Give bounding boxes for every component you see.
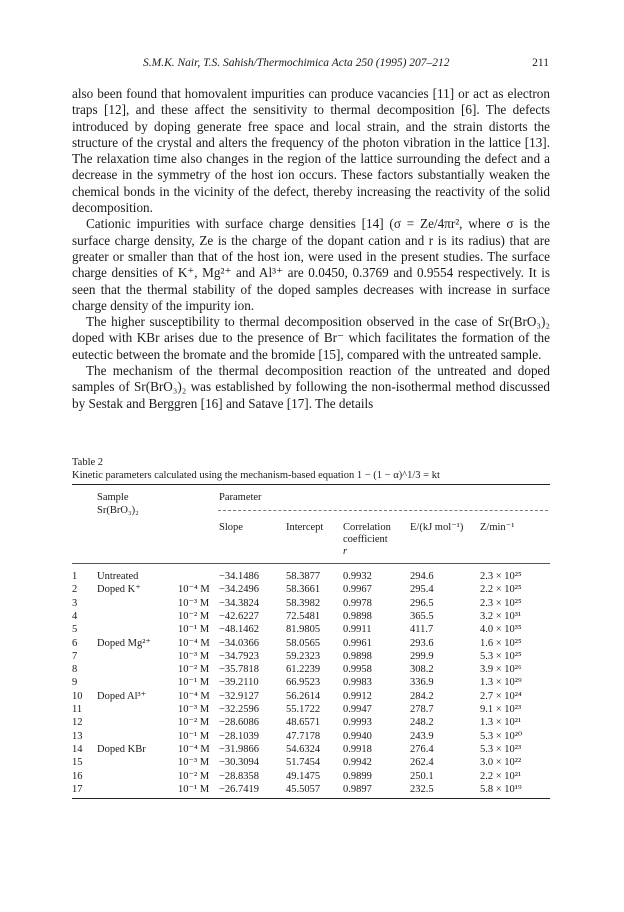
header-correlation: Correlation xyxy=(343,522,391,533)
paragraph-1: also been found that homovalent impurities can produce vacancies [11] or act as electron traps [12], and these affect the sensitivity to thermal decomposition [6]. The defects introduced by doping generate free space and local strain, and the strain distorts the structure of the crystal and alters the frequency of the photon vibration in the lattice [13]. The relaxation time also changes in the region of the lattice surrounding the defect and a decrease in the symmetry of the host ion occurs. These factors substantially weaken the chemical bonds in the vicinity of the defect, thereby increasing the reactivity of the solid decomposition. xyxy=(72,86,550,216)
row-energy: 308.2 xyxy=(410,664,434,676)
row-correlation: 0.9942 xyxy=(343,757,372,769)
row-z: 9.1 × 10²³ xyxy=(480,704,522,715)
row-energy: 296.5 xyxy=(410,597,434,609)
row-number: 8 xyxy=(72,664,78,676)
row-concentration: 10⁻¹ M xyxy=(178,677,210,689)
row-slope: −34.1486 xyxy=(219,571,260,582)
row-z: 2.7 × 10²⁴ xyxy=(480,690,522,702)
row-intercept: 66.9523 xyxy=(286,677,321,689)
row-concentration: 10⁻⁴ M xyxy=(178,637,210,649)
table-header-rule xyxy=(72,563,550,564)
header-slope: Slope xyxy=(219,522,243,533)
row-slope: −28.6086 xyxy=(219,717,260,729)
row-energy: 243.9 xyxy=(410,730,434,742)
row-z: 5.3 × 10²⁵ xyxy=(480,650,522,662)
row-z: 1.3 × 10²¹ xyxy=(480,717,522,729)
header-r: r xyxy=(343,546,348,557)
row-correlation: 0.9897 xyxy=(343,783,372,795)
row-number: 1 xyxy=(72,571,78,582)
row-slope: −42.6227 xyxy=(219,610,260,622)
row-correlation: 0.9932 xyxy=(343,571,372,582)
header-intercept: Intercept xyxy=(286,522,324,533)
row-correlation: 0.9918 xyxy=(343,743,372,755)
row-number: 16 xyxy=(72,770,83,782)
row-z: 3.9 × 10²⁶ xyxy=(480,664,522,676)
row-number: 10 xyxy=(72,690,83,702)
row-sample: Untreated xyxy=(97,571,139,582)
row-intercept: 54.6324 xyxy=(286,743,321,755)
table-row xyxy=(0,623,624,636)
row-energy: 278.7 xyxy=(410,704,434,715)
row-intercept: 49.1475 xyxy=(286,770,321,782)
row-slope: −39.2110 xyxy=(219,677,259,689)
row-slope: −34.3824 xyxy=(219,597,260,609)
row-correlation: 0.9912 xyxy=(343,690,372,702)
table-row xyxy=(0,703,624,716)
row-number: 2 xyxy=(72,584,78,596)
row-sample: Doped K⁺ xyxy=(97,584,141,596)
row-concentration: 10⁻² M xyxy=(178,610,210,622)
row-number: 14 xyxy=(72,743,83,755)
row-intercept: 47.7178 xyxy=(286,730,321,742)
row-correlation: 0.9899 xyxy=(343,770,372,782)
table-row xyxy=(0,690,624,703)
row-slope: −35.7818 xyxy=(219,664,260,676)
row-energy: 299.9 xyxy=(410,650,434,662)
row-slope: −30.3094 xyxy=(219,757,260,769)
row-slope: −34.7923 xyxy=(219,650,260,662)
row-intercept: 58.3982 xyxy=(286,597,321,609)
row-energy: 336.9 xyxy=(410,677,434,689)
paragraph-3: The higher susceptibility to thermal decomposition observed in the case of Sr(BrO₃)₂ doped with KBr arises due to the presence of Br⁻ which facilitates the formation of the eutectic between the bromate and the bromide [15], compared with the untreated sample. xyxy=(72,314,550,362)
row-number: 9 xyxy=(72,677,78,689)
table-row xyxy=(0,743,624,756)
row-z: 2.3 × 10²⁵ xyxy=(480,571,522,582)
row-slope: −32.2596 xyxy=(219,704,260,715)
row-number: 17 xyxy=(72,783,83,795)
row-sample: Doped KBr xyxy=(97,743,146,755)
paragraph-2: Cationic impurities with surface charge densities [14] (σ = Ze/4πr², where σ is the surface charge density, Ze is the charge of the dopant cation and r is its radius) that are greater or smaller than that of the host ion, were used in the present studies. The surface charge densities of K⁺, Mg²⁺ and Al³⁺ are 0.0450, 0.3769 and 0.9554 respectively. It is seen that the thermal stability of the doped samples decreases with increase in surface charge density of the impurity ion. xyxy=(72,216,550,313)
header-sample: Sample xyxy=(97,492,129,503)
table-row xyxy=(0,716,624,729)
row-z: 3.2 × 10³¹ xyxy=(480,610,522,622)
row-concentration: 10⁻³ M xyxy=(178,650,210,662)
row-concentration: 10⁻⁴ M xyxy=(178,690,210,702)
row-number: 15 xyxy=(72,757,83,769)
row-correlation: 0.9911 xyxy=(343,624,372,636)
table-row xyxy=(0,730,624,743)
row-concentration: 10⁻² M xyxy=(178,664,210,676)
table-row xyxy=(0,597,624,610)
row-z: 5.3 × 10²⁰ xyxy=(480,730,523,742)
row-z: 4.0 × 10³⁵ xyxy=(480,624,522,636)
table-row xyxy=(0,583,624,596)
row-intercept: 58.3661 xyxy=(286,584,321,596)
table-row xyxy=(0,610,624,623)
header-sample-formula: Sr(BrO₃)₂ xyxy=(97,505,139,516)
row-correlation: 0.9961 xyxy=(343,637,372,649)
row-concentration: 10⁻⁴ M xyxy=(178,584,210,596)
row-concentration: 10⁻³ M xyxy=(178,757,210,769)
row-slope: −26.7419 xyxy=(219,783,260,795)
row-number: 11 xyxy=(72,704,83,715)
row-energy: 232.5 xyxy=(410,783,434,795)
row-energy: 295.4 xyxy=(410,584,434,596)
row-z: 1.3 × 10²⁹ xyxy=(480,677,522,689)
row-slope: −48.1462 xyxy=(219,624,260,636)
header-energy: E/(kJ mol⁻¹) xyxy=(410,522,464,533)
header-parameter: Parameter xyxy=(219,492,262,503)
row-concentration: 10⁻¹ M xyxy=(178,783,210,795)
table-row xyxy=(0,663,624,676)
paragraph-4: The mechanism of the thermal decomposition reaction of the untreated and doped samples of Sr(BrO₃)₂ was established by following the non-isothermal method discussed by Sestak and Berggren [16] and Satave [17]. The details xyxy=(72,363,550,411)
row-intercept: 58.0565 xyxy=(286,637,321,649)
page-number: 211 xyxy=(532,57,549,69)
row-energy: 284.2 xyxy=(410,690,434,702)
row-energy: 276.4 xyxy=(410,743,434,755)
row-intercept: 59.2323 xyxy=(286,650,321,662)
row-correlation: 0.9967 xyxy=(343,584,372,596)
row-slope: −28.1039 xyxy=(219,730,260,742)
row-intercept: 48.6571 xyxy=(286,717,321,729)
row-number: 6 xyxy=(72,637,78,649)
row-concentration: 10⁻¹ M xyxy=(178,730,210,742)
row-number: 7 xyxy=(72,650,78,662)
row-concentration: 10⁻⁴ M xyxy=(178,743,210,755)
row-z: 1.6 × 10²⁵ xyxy=(480,637,522,649)
row-energy: 250.1 xyxy=(410,770,434,782)
table-title: Kinetic parameters calculated using the mechanism-based equation 1 − (1 − α)^1/3 = kt xyxy=(72,470,440,481)
row-correlation: 0.9947 xyxy=(343,704,372,715)
row-intercept: 72.5481 xyxy=(286,610,321,622)
row-concentration: 10⁻² M xyxy=(178,770,210,782)
row-concentration: 10⁻³ M xyxy=(178,597,210,609)
table-top-rule xyxy=(72,484,550,485)
row-energy: 411.7 xyxy=(410,624,434,636)
table-caption xyxy=(72,456,552,482)
row-z: 2.2 × 10²⁵ xyxy=(480,584,522,596)
row-number: 3 xyxy=(72,597,78,609)
parameter-subrule xyxy=(218,510,548,511)
row-energy: 294.6 xyxy=(410,571,434,582)
row-correlation: 0.9940 xyxy=(343,730,372,742)
row-correlation: 0.9958 xyxy=(343,664,372,676)
row-number: 5 xyxy=(72,624,78,636)
row-correlation: 0.9993 xyxy=(343,717,372,729)
row-sample: Doped Al³⁺ xyxy=(97,690,147,702)
row-concentration: 10⁻¹ M xyxy=(178,624,210,636)
row-intercept: 51.7454 xyxy=(286,757,321,769)
row-z: 5.3 × 10²³ xyxy=(480,743,522,755)
table-bottom-rule xyxy=(72,798,550,799)
row-intercept: 61.2239 xyxy=(286,664,321,676)
row-number: 12 xyxy=(72,717,83,729)
row-concentration: 10⁻² M xyxy=(178,717,210,729)
row-energy: 248.2 xyxy=(410,717,434,729)
row-concentration: 10⁻³ M xyxy=(178,704,210,715)
body-text xyxy=(72,86,550,412)
row-energy: 293.6 xyxy=(410,637,434,649)
row-correlation: 0.9898 xyxy=(343,650,372,662)
row-slope: −34.2496 xyxy=(219,584,260,596)
header-coefficient: coefficient xyxy=(343,534,388,545)
table-row xyxy=(0,770,624,783)
table-row xyxy=(0,637,624,650)
row-intercept: 45.5057 xyxy=(286,783,321,795)
row-slope: −31.9866 xyxy=(219,743,260,755)
row-slope: −32.9127 xyxy=(219,690,260,702)
row-z: 5.8 × 10¹⁹ xyxy=(480,783,522,795)
row-energy: 365.5 xyxy=(410,610,434,622)
table-row xyxy=(0,570,624,583)
row-z: 2.3 × 10²⁵ xyxy=(480,597,522,609)
row-z: 2.2 × 10²¹ xyxy=(480,770,522,782)
row-energy: 262.4 xyxy=(410,757,434,769)
row-correlation: 0.9978 xyxy=(343,597,372,609)
row-intercept: 55.1722 xyxy=(286,704,321,715)
table-row xyxy=(0,676,624,689)
header-z: Z/min⁻¹ xyxy=(480,522,515,533)
row-sample: Doped Mg²⁺ xyxy=(97,637,151,649)
table-row xyxy=(0,756,624,769)
table-label: Table 2 xyxy=(72,457,104,468)
row-slope: −34.0366 xyxy=(219,637,260,649)
row-z: 3.0 × 10²² xyxy=(480,757,522,769)
row-number: 4 xyxy=(72,610,78,622)
running-head-authors: S.M.K. Nair, T.S. Sahish/Thermochimica Acta 250 (1995) 207–212 xyxy=(143,57,450,69)
row-intercept: 58.3877 xyxy=(286,571,321,582)
table-row xyxy=(0,650,624,663)
row-slope: −28.8358 xyxy=(219,770,260,782)
table-row xyxy=(0,783,624,796)
row-correlation: 0.9898 xyxy=(343,610,372,622)
row-intercept: 56.2614 xyxy=(286,690,321,702)
row-number: 13 xyxy=(72,730,83,742)
row-intercept: 81.9805 xyxy=(286,624,321,636)
row-correlation: 0.9983 xyxy=(343,677,372,689)
